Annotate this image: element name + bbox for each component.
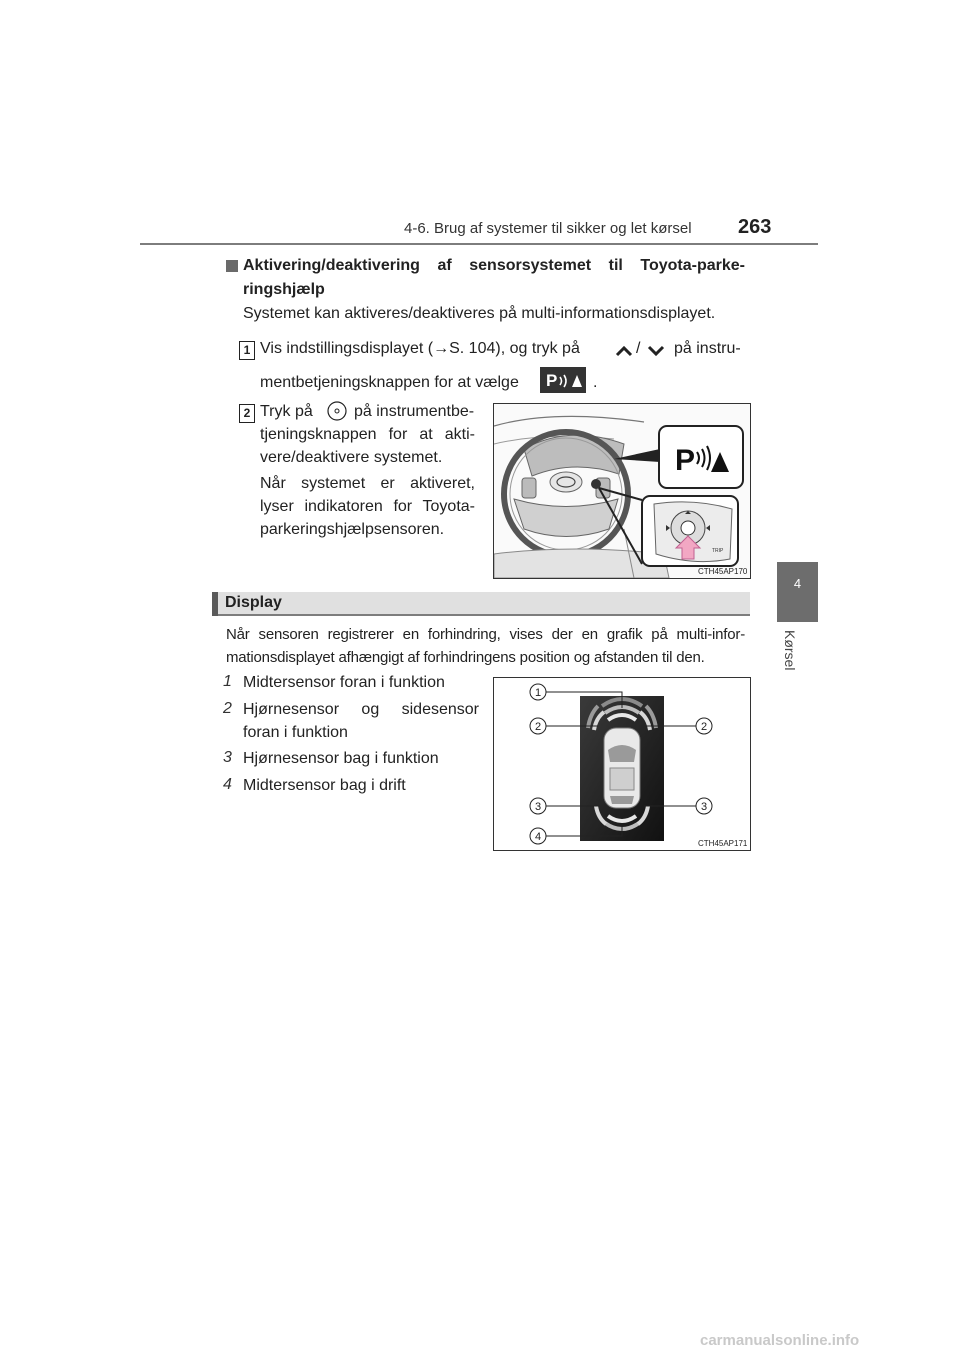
sensor-display-figure [493, 677, 751, 851]
step1-line1: Vis indstillingsdisplayet (→S. 104), og tryk på [260, 340, 580, 357]
sensor-display-illustration [494, 678, 750, 850]
heading-bullet [226, 260, 238, 272]
list-number-1: 1 [223, 673, 232, 690]
step2-line5: lyser indikatoren for Toyota- [260, 498, 475, 515]
svg-text:P: P [675, 444, 696, 477]
section-title: 4-6. Brug af systemer til sikker og let kørsel [404, 220, 692, 237]
list-item-3: Hjørnesensor bag i funktion [243, 750, 439, 767]
display-section-bar [212, 592, 750, 616]
chapter-label: Kørsel [782, 630, 798, 671]
display-heading: Display [225, 594, 282, 611]
callout-2-right: 2 [700, 721, 708, 733]
step2-line2: tjeningsknappen for at akti- [260, 426, 475, 443]
step2-line4: Når systemet er aktiveret, [260, 475, 475, 492]
step2-line3: vere/deaktivere systemet. [260, 449, 443, 466]
chapter-tab [777, 562, 818, 622]
section-intro: Systemet kan aktiveres/deaktiveres på multi-informationsdisplayet. [243, 305, 716, 322]
chapter-number: 4 [793, 576, 802, 591]
section-heading-line2: ringshjælp [243, 281, 325, 298]
list-item-2-line1: Hjørnesensor og sidesensor [243, 701, 479, 718]
step2-line1b: på instrumentbe- [354, 403, 475, 420]
trip-label: TRIP [712, 548, 724, 554]
step-number-1: 1 [239, 341, 255, 360]
steering-wheel-figure [493, 403, 751, 579]
step2-line1a: Tryk på [260, 403, 313, 420]
step2-line6: parkeringshjælpsensoren. [260, 521, 445, 538]
step1-line2: mentbetjeningsknappen for at vælge [260, 374, 519, 391]
callout-3-left: 3 [534, 801, 542, 813]
watermark: carmanualsonline.info [700, 1332, 860, 1349]
chevron-up-icon [614, 344, 634, 358]
ok-button-icon [326, 400, 348, 422]
display-section-accent [212, 592, 218, 616]
display-intro-line1: Når sensoren registrerer en forhindring, vises der en grafik på multi-infor- [226, 626, 745, 643]
list-number-3: 3 [223, 749, 232, 766]
chevron-down-icon [646, 344, 666, 358]
callout-2-left: 2 [534, 721, 542, 733]
list-item-2-line2: foran i funktion [243, 724, 348, 741]
list-number-4: 4 [223, 776, 232, 793]
callout-4: 4 [534, 831, 542, 843]
figure-code-1: CTH45AP170 [698, 567, 748, 576]
step-number-2: 2 [239, 404, 255, 423]
header-rule [140, 243, 818, 245]
figure-code-2: CTH45AP171 [698, 839, 748, 848]
steering-wheel-illustration [494, 404, 750, 578]
step1-line1-end: på instru- [674, 340, 741, 357]
section-heading-line1: Aktivering/deaktivering af sensorsystemet til Toyota-parke- [243, 257, 745, 274]
parking-assist-icon [540, 367, 586, 393]
callout-1: 1 [534, 687, 542, 699]
callout-3-right: 3 [700, 801, 708, 813]
page-number: 263 [738, 216, 772, 238]
list-item-4: Midtersensor bag i drift [243, 777, 406, 794]
step1-slash: / [636, 340, 641, 357]
display-intro-line2: mationsdisplayet afhængigt af forhindringens position og afstanden til den. [226, 649, 705, 666]
list-item-1: Midtersensor foran i funktion [243, 674, 445, 691]
svg-text:P: P [546, 371, 558, 390]
step1-period: . [593, 374, 598, 391]
list-number-2: 2 [223, 700, 232, 717]
